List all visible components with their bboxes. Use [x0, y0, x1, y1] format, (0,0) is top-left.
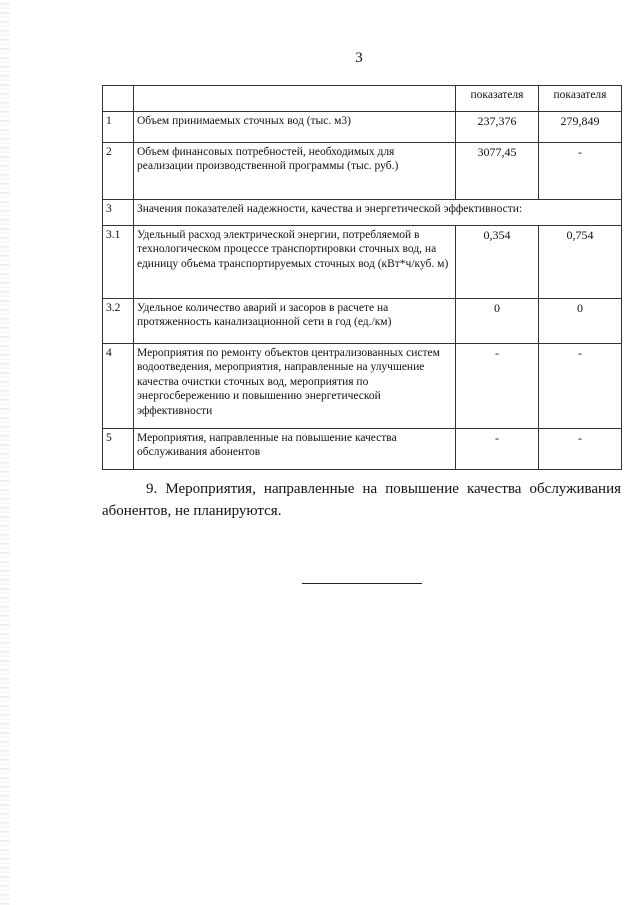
row-value-2: - [539, 344, 622, 429]
table-row [103, 143, 622, 200]
row-value-2: - [539, 429, 622, 470]
row-value-2: 279,849 [539, 112, 622, 143]
page-number: 3 [355, 50, 363, 66]
scan-edge-artifact [0, 0, 10, 905]
row-value-1: 3077,45 [456, 143, 539, 200]
conclusion-paragraph: 9. Мероприятия, направленные на повышение качества обслуживания абонентов, не планируются. [102, 481, 621, 519]
table-row-section [103, 200, 622, 226]
row-description: Мероприятия по ремонту объектов централизованных систем водоотведения, мероприятия, направленные на улучшение качества очистки сточных вод, мероприятия по энергосбережению и повышению энергетической эффективности [134, 344, 456, 429]
row-value-1: - [456, 344, 539, 429]
header-cell-desc [134, 86, 456, 112]
table-row [103, 344, 622, 429]
table-header-row [103, 86, 622, 112]
row-number: 4 [103, 344, 134, 429]
end-of-document-line [302, 583, 422, 584]
row-value-2: - [539, 143, 622, 200]
row-description: Удельный расход электрической энергии, потребляемой в технологическом процессе транспортировки сточных вод, на единицу объема транспортируемых сточных вод (кВт*ч/куб. м) [134, 226, 456, 299]
row-value-2: 0 [539, 299, 622, 344]
row-number: 2 [103, 143, 134, 200]
row-number: 3.2 [103, 299, 134, 344]
section-heading: Значения показателей надежности, качества и энергетической эффективности: [134, 200, 622, 226]
row-number: 5 [103, 429, 134, 470]
row-value-1: - [456, 429, 539, 470]
row-number: 3.1 [103, 226, 134, 299]
header-cell-num [103, 86, 134, 112]
table-row [103, 429, 622, 470]
row-description: Мероприятия, направленные на повышение качества обслуживания абонентов [134, 429, 456, 470]
row-description: Удельное количество аварий и засоров в расчете на протяженность канализационной сети в год (ед./км) [134, 299, 456, 344]
row-value-1: 0,354 [456, 226, 539, 299]
row-value-2: 0,754 [539, 226, 622, 299]
header-cell-value-1: показателя [456, 86, 539, 112]
row-number: 3 [103, 200, 134, 226]
row-description: Объем принимаемых сточных вод (тыс. м3) [134, 112, 456, 143]
table-row [103, 299, 622, 344]
header-cell-value-2: показателя [539, 86, 622, 112]
row-value-1: 0 [456, 299, 539, 344]
row-number: 1 [103, 112, 134, 143]
row-description: Объем финансовых потребностей, необходимых для реализации производственной программы (тыс. руб.) [134, 143, 456, 200]
indicators-table [102, 85, 622, 470]
table-row [103, 226, 622, 299]
row-value-1: 237,376 [456, 112, 539, 143]
table-row [103, 112, 622, 143]
